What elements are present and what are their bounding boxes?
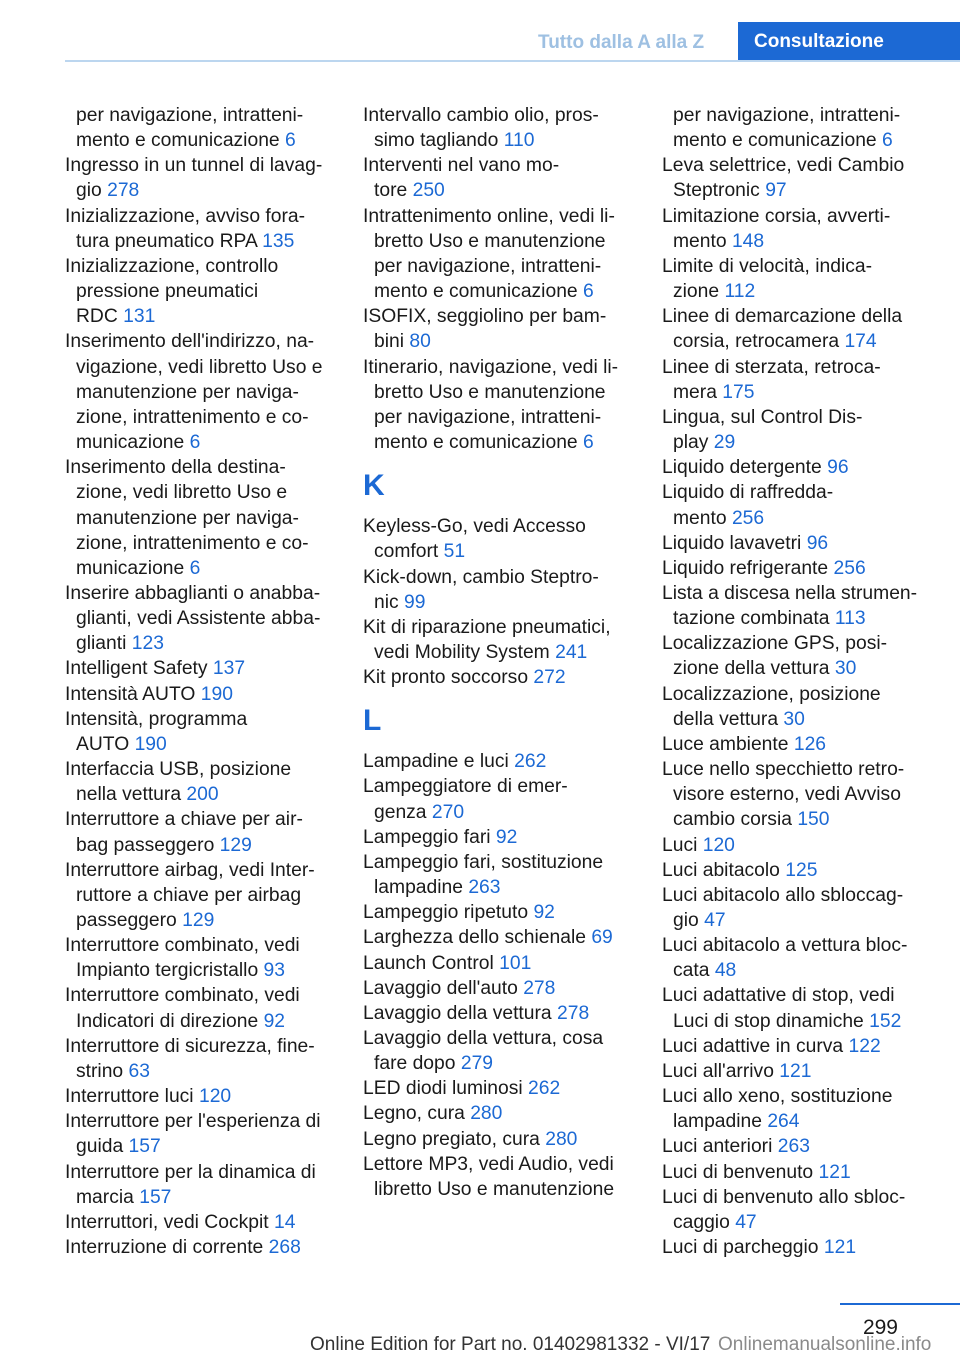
page-reference-link[interactable]: 110: [503, 130, 535, 152]
page-reference-link[interactable]: 121: [818, 1161, 851, 1183]
index-entry-text: Kit pronto soccorso: [363, 667, 529, 689]
index-entry-text: Liquido detergente: [662, 457, 822, 479]
index-entry-text: tura pneumatico RPA: [76, 230, 257, 252]
page-reference-link[interactable]: 262: [514, 751, 547, 773]
index-entry: [363, 514, 648, 564]
index-entry-text: Liquido lavavetri: [662, 532, 802, 554]
index-entry-text: Lettore MP3, vedi Audio, vedi: [363, 1153, 614, 1175]
index-entry-text: mento: [673, 230, 727, 252]
index-entry: [65, 983, 350, 1033]
page-reference-link[interactable]: 6: [882, 130, 893, 152]
chapter-tab: Consultazione: [738, 22, 960, 62]
page-reference-link[interactable]: 264: [767, 1111, 800, 1133]
page-reference-link[interactable]: 190: [134, 733, 167, 755]
page-number: 299: [862, 1316, 898, 1339]
page-reference-link[interactable]: 113: [834, 608, 866, 630]
page-reference-link[interactable]: 126: [793, 733, 827, 755]
index-entry-text: manutenzione per naviga-: [76, 381, 299, 403]
page-reference-link[interactable]: 14: [273, 1211, 296, 1233]
index-entry-text: passeggero: [76, 910, 177, 931]
index-entry-text: municazione: [76, 432, 185, 454]
page-header: [0, 0, 960, 62]
page-reference-link[interactable]: 92: [263, 1010, 286, 1032]
index-entry-text: AUTO: [76, 733, 130, 755]
index-entry-text: Inserimento dell'indirizzo, na-: [65, 331, 315, 353]
page-reference-link[interactable]: 200: [186, 784, 219, 806]
page-reference-link[interactable]: 135: [262, 230, 295, 252]
index-entry-text: Interruttori, vedi Cockpit: [65, 1211, 269, 1233]
page-reference-link[interactable]: 278: [107, 180, 140, 202]
index-entry-text: Lavaggio della vettura: [363, 1002, 552, 1024]
index-entry-text: caggio: [673, 1211, 730, 1233]
footer-rule: [840, 1303, 960, 1305]
index-entry-text: Interruttore luci: [65, 1086, 194, 1108]
index-entry-text: Interruzione di corrente: [65, 1237, 264, 1259]
index-entry: [662, 556, 954, 581]
index-entry: [65, 682, 350, 707]
index-column-2: [363, 103, 648, 1202]
index-entry: [662, 1134, 954, 1159]
page-reference-link[interactable]: 47: [704, 910, 726, 931]
index-entry: [662, 833, 954, 858]
index-entry: [662, 983, 954, 1033]
index-entry: [363, 1076, 648, 1101]
index-entry-text: Ingresso in un tunnel di lavag-: [65, 155, 323, 177]
edition-note: Online Edition for Part no. 01402981332 - VI/17: [310, 1334, 711, 1355]
index-entry: [662, 103, 954, 153]
index-entry-text: Luci adattive in curva: [662, 1035, 844, 1057]
index-entry-text: Launch Control: [363, 952, 494, 974]
index-entry-text: lampadine: [374, 877, 463, 899]
index-entry-text: Lavaggio della vettura, cosa: [363, 1028, 604, 1049]
index-entry: [363, 1127, 648, 1152]
index-entry-text: della vettura: [673, 708, 779, 730]
page-reference-link[interactable]: 121: [823, 1237, 857, 1259]
index-entry: [65, 858, 350, 933]
index-entry-text: Interruttore combinato, vedi: [65, 985, 300, 1007]
index-entry-text: Luci adattative di stop, vedi: [662, 985, 895, 1007]
index-entry-text: Lavaggio dell'auto: [363, 977, 518, 999]
index-entry-text: Localizzazione, posizione: [662, 683, 881, 705]
index-entry: [65, 204, 350, 254]
index-entry-text: bag passeggero: [76, 834, 215, 856]
page-reference-link[interactable]: 63: [128, 1060, 150, 1082]
index-entry: [65, 1084, 350, 1109]
section-title: Tutto dalla A alla Z: [538, 32, 705, 53]
index-entry: [363, 1026, 648, 1076]
index-letter-heading: K: [363, 469, 385, 503]
page-reference-link[interactable]: 150: [797, 809, 830, 831]
index-entry-text: Interruttore combinato, vedi: [65, 935, 300, 957]
page-reference-link[interactable]: 278: [557, 1002, 590, 1024]
index-entry-text: glianti: [76, 633, 127, 655]
index-entry-text: Localizzazione GPS, posi-: [662, 633, 888, 655]
page-reference-link[interactable]: 152: [869, 1010, 902, 1032]
index-entry: [363, 355, 648, 456]
index-column-1: [65, 103, 350, 1260]
index-entry-text: simo tagliando: [374, 130, 499, 152]
index-entry-text: Luci di benvenuto: [662, 1161, 814, 1183]
index-entry: [363, 304, 648, 354]
index-entry-text: zione, intrattenimento e co-: [76, 532, 309, 554]
index-entry: [363, 976, 648, 1001]
index-entry-text: mento e comunicazione: [76, 130, 280, 152]
index-entry: [662, 355, 954, 405]
page-reference-link[interactable]: 270: [431, 801, 465, 823]
index-entry-text: Interruttore di sicurezza, fine-: [65, 1035, 315, 1057]
index-entry: [662, 631, 954, 681]
page-reference-link[interactable]: 6: [189, 432, 201, 454]
page-reference-link[interactable]: 6: [189, 557, 201, 579]
index-entry: [363, 900, 648, 925]
page-reference-link[interactable]: 129: [182, 910, 215, 931]
index-entry-text: Luci di stop dinamiche: [673, 1010, 864, 1032]
page-reference-link[interactable]: 112: [724, 281, 756, 303]
index-entry-text: Luci: [662, 834, 698, 856]
index-entry-text: cata: [673, 960, 710, 982]
index-entry-text: Intensità, programma: [65, 708, 248, 730]
index-entry-text: Impianto tergicristallo: [76, 960, 259, 982]
index-entry-text: mento e comunicazione: [374, 281, 578, 303]
index-entry-text: Steptronic: [673, 180, 760, 202]
index-entry-text: vigazione, vedi libretto Uso e: [76, 356, 323, 378]
index-entry-text: RDC: [76, 306, 118, 328]
index-entry-text: Inizializzazione, avviso fora-: [65, 205, 306, 227]
index-entry-text: Liquido di raffredda-: [662, 482, 834, 504]
index-entry-text: zione, intrattenimento e co-: [76, 406, 309, 428]
index-entry-text: Luci all'arrivo: [662, 1060, 774, 1082]
index-entry: [662, 1034, 954, 1059]
page-reference-link[interactable]: 137: [212, 658, 246, 680]
index-entry: [65, 1034, 350, 1084]
page-reference-link[interactable]: 6: [583, 281, 594, 303]
index-entry-text: Linee di sterzata, retroca-: [662, 356, 881, 378]
index-entry: [363, 1001, 648, 1026]
index-entry-text: LED diodi luminosi: [363, 1078, 523, 1100]
page-reference-link[interactable]: 93: [263, 960, 285, 982]
page-reference-link[interactable]: 29: [713, 432, 736, 454]
index-entry-text: Kick-down, cambio Steptro-: [363, 566, 599, 588]
page-reference-link[interactable]: 6: [285, 130, 296, 152]
page-reference-link[interactable]: 131: [123, 306, 156, 328]
page-reference-link[interactable]: 263: [468, 877, 501, 899]
page-reference-link[interactable]: 263: [777, 1136, 810, 1158]
index-entry: [662, 254, 954, 304]
index-entry: [363, 665, 648, 690]
page-reference-link[interactable]: 148: [731, 230, 765, 252]
index-entry-text: Inserimento della destina-: [65, 457, 286, 479]
watermark: Onlinemanualsonline.info: [718, 1334, 932, 1355]
index-entry-text: Luci di parcheggio: [662, 1237, 819, 1259]
page-reference-link[interactable]: 256: [731, 507, 765, 529]
index-entry-text: Intensità AUTO: [65, 683, 196, 705]
index-entry-text: Linee di demarcazione della: [662, 306, 903, 328]
index-entry-text: Luci abitacolo a vettura bloc-: [662, 935, 908, 957]
index-entry-text: tazione combinata: [673, 608, 830, 630]
index-entry: [662, 682, 954, 732]
index-entry: [363, 825, 648, 850]
index-entry-text: mento e comunicazione: [374, 432, 578, 454]
page-reference-link[interactable]: 47: [735, 1211, 757, 1233]
index-entry-text: Interruttore airbag, vedi Inter-: [65, 859, 315, 881]
index-entry: [662, 883, 954, 933]
index-entry: [65, 1210, 350, 1235]
index-entry: [65, 455, 350, 581]
index-entry-text: Leva selettrice, vedi Cambio: [662, 155, 905, 177]
index-entry-text: Interventi nel vano mo-: [363, 155, 560, 177]
index-entry: [65, 1160, 350, 1210]
index-entry: [662, 204, 954, 254]
index-entry: [662, 858, 954, 883]
index-entry-text: genza: [374, 801, 427, 823]
index-entry: [65, 329, 350, 455]
index-entry-text: zione, vedi libretto Uso e: [76, 482, 288, 504]
index-entry-text: tore: [374, 180, 408, 202]
index-entry-text: Intrattenimento online, vedi li-: [363, 205, 615, 227]
index-entry: [363, 749, 648, 774]
index-entry-text: Legno, cura: [363, 1103, 465, 1125]
index-entry-text: Interfaccia USB, posizione: [65, 759, 292, 781]
page-reference-link[interactable]: 278: [523, 977, 556, 999]
index-entry-text: cambio corsia: [673, 809, 792, 831]
index-entry-text: nella vettura: [76, 784, 182, 806]
index-entry: [662, 732, 954, 757]
page-reference-link[interactable]: 96: [806, 532, 829, 554]
page-reference-link[interactable]: 120: [702, 834, 735, 856]
index-entry-text: bini: [374, 331, 405, 353]
index-entry: [662, 757, 954, 832]
index-entry-text: strino: [76, 1060, 124, 1082]
index-entry-text: Luci anteriori: [662, 1136, 773, 1158]
page-reference-link[interactable]: 30: [783, 708, 805, 730]
index-entry-text: per navigazione, intratteni-: [76, 105, 304, 126]
index-entry-text: Lingua, sul Control Dis-: [662, 406, 863, 428]
index-entry: [363, 615, 648, 665]
index-entry-text: bretto Uso e manutenzione: [374, 230, 606, 252]
page-reference-link[interactable]: 280: [545, 1128, 578, 1150]
page-reference-link[interactable]: 80: [409, 331, 431, 353]
index-entry-text: Lampeggio ripetuto: [363, 902, 529, 924]
page-reference-link[interactable]: 6: [583, 432, 594, 454]
index-entry-text: Luci allo xeno, sostituzione: [662, 1086, 893, 1108]
index-entry: [363, 204, 648, 305]
index-entry-text: lampadine: [673, 1111, 762, 1133]
index-entry-text: Interruttore a chiave per air-: [65, 809, 303, 831]
index-entry-text: gio: [673, 910, 699, 931]
index-entry-text: Luci di benvenuto allo sbloc-: [662, 1186, 906, 1208]
page-reference-link[interactable]: 241: [555, 641, 588, 663]
index-entry-text: comfort: [374, 541, 439, 563]
index-entry-text: bretto Uso e manutenzione: [374, 381, 606, 403]
index-entry-text: vedi Mobility System: [374, 641, 550, 663]
index-entry: [65, 757, 350, 807]
index-entry-text: zione della vettura: [673, 658, 830, 680]
page-reference-link[interactable]: 272: [533, 667, 566, 689]
index-entry: [662, 581, 954, 631]
index-entry-text: Itinerario, navigazione, vedi li-: [363, 356, 619, 378]
page-reference-link[interactable]: 48: [714, 960, 737, 982]
page-reference-link[interactable]: 96: [827, 457, 849, 479]
page-reference-link[interactable]: 175: [722, 381, 755, 403]
index-entry-text: Lampeggio fari, sostituzione: [363, 851, 604, 873]
index-entry-text: Inserire abbaglianti o anabba-: [65, 582, 321, 604]
page-reference-link[interactable]: 190: [200, 683, 233, 705]
index-entry: [65, 103, 350, 153]
page-reference-link[interactable]: 123: [131, 633, 164, 655]
index-entry-text: Lampeggio fari: [363, 826, 491, 848]
index-entry-text: per navigazione, intratteni-: [374, 255, 602, 277]
index-entry-text: ruttore a chiave per airbag: [76, 884, 302, 906]
page-reference-link[interactable]: 157: [139, 1186, 172, 1208]
index-entry: [662, 1185, 954, 1235]
index-entry-text: libretto Uso e manutenzione: [374, 1178, 615, 1200]
page-reference-link[interactable]: 279: [460, 1053, 494, 1075]
index-entry-text: Kit di riparazione pneumatici,: [363, 616, 611, 638]
index-entry: [65, 707, 350, 757]
index-entry: [662, 1160, 954, 1185]
index-entry: [65, 254, 350, 329]
index-entry: [662, 455, 954, 480]
index-entry: [662, 153, 954, 203]
index-entry: [65, 656, 350, 681]
page-reference-link[interactable]: 69: [591, 927, 613, 949]
index-entry: [363, 951, 648, 976]
index-entry: [363, 153, 648, 203]
index-entry-text: visore esterno, vedi Avviso: [673, 784, 901, 806]
index-entry-text: municazione: [76, 557, 185, 579]
index-entry: [662, 531, 954, 556]
index-entry-text: Luce ambiente: [662, 733, 789, 755]
index-entry: [662, 1059, 954, 1084]
page-reference-link[interactable]: 256: [833, 557, 866, 579]
index-entry: [662, 405, 954, 455]
index-entry-text: Lampadine e luci: [363, 751, 509, 773]
page-reference-link[interactable]: 121: [779, 1060, 812, 1082]
index-entry-text: fare dopo: [374, 1053, 456, 1075]
index-entry: [363, 1101, 648, 1126]
page-reference-link[interactable]: 99: [404, 591, 426, 613]
index-entry-text: mera: [673, 381, 717, 403]
index-entry-text: Limitazione corsia, avverti-: [662, 205, 891, 227]
index-entry-text: nic: [374, 591, 399, 613]
index-entry-text: guida: [76, 1136, 124, 1158]
index-entry-text: mento e comunicazione: [673, 130, 877, 152]
index-entry-text: zione: [673, 281, 720, 303]
index-entry-text: Luci abitacolo: [662, 859, 780, 881]
index-entry-text: pressione pneumatici: [76, 281, 259, 303]
index-entry: [662, 480, 954, 530]
index-entry: [363, 925, 648, 950]
index-entry-text: per navigazione, intratteni-: [374, 406, 602, 428]
index-entry-text: Limite di velocità, indica-: [662, 255, 873, 277]
index-entry-text: gio: [76, 180, 102, 202]
index-entry-text: Larghezza dello schienale: [363, 927, 586, 949]
page-reference-link[interactable]: 92: [495, 826, 518, 848]
index-entry-text: Legno pregiato, cura: [363, 1128, 540, 1150]
page-reference-link[interactable]: 92: [533, 902, 555, 924]
index-entry: [65, 1109, 350, 1159]
index-entry: [65, 581, 350, 656]
index-entry-text: Intelligent Safety: [65, 658, 208, 680]
index-entry-text: mento: [673, 507, 727, 529]
index-entry-text: play: [673, 432, 709, 454]
index-entry-text: Lampeggiatore di emer-: [363, 776, 568, 798]
index-entry-text: Indicatori di direzione: [76, 1010, 259, 1032]
page-reference-link[interactable]: 280: [470, 1103, 503, 1125]
index-entry-text: per navigazione, intratteni-: [673, 105, 901, 126]
page-reference-link[interactable]: 125: [785, 859, 818, 881]
index-entry: [363, 850, 648, 900]
index-entry: [363, 1152, 648, 1202]
index-entry: [65, 807, 350, 857]
page-reference-link[interactable]: 101: [499, 952, 532, 974]
page-reference-link[interactable]: 51: [443, 541, 466, 563]
index-entry: [662, 1084, 954, 1134]
index-entry-text: Intervallo cambio olio, pros-: [363, 105, 599, 126]
index-entry-text: manutenzione per naviga-: [76, 507, 299, 529]
index-entry-text: glianti, vedi Assistente abba-: [76, 608, 321, 630]
header-rule: [65, 60, 960, 62]
index-entry: [662, 304, 954, 354]
page-reference-link[interactable]: 120: [198, 1086, 232, 1108]
index-entry-text: corsia, retrocamera: [673, 331, 840, 353]
index-entry-text: Liquido refrigerante: [662, 557, 829, 579]
index-column-3: [662, 103, 954, 1260]
page-reference-link[interactable]: 174: [844, 331, 877, 353]
index-entry: [363, 774, 648, 824]
index-entry-text: Interruttore per la dinamica di: [65, 1161, 316, 1183]
page-reference-link[interactable]: 30: [834, 658, 857, 680]
index-entry-text: Luci abitacolo allo sbloccag-: [662, 884, 904, 906]
index-entry-text: Keyless-Go, vedi Accesso: [363, 516, 586, 538]
index-entry: [662, 933, 954, 983]
page-reference-link[interactable]: 122: [848, 1035, 881, 1057]
index-entry-text: Lista a discesa nella strumen-: [662, 582, 918, 604]
index-entry: [65, 1235, 350, 1260]
page-reference-link[interactable]: 262: [528, 1078, 561, 1100]
index-letter-heading: L: [363, 704, 382, 738]
index-entry: [363, 565, 648, 615]
index-entry-text: Luce nello specchietto retro-: [662, 759, 905, 781]
index-entry-text: ISOFIX, seggiolino per bam-: [363, 306, 607, 328]
page-reference-link[interactable]: 129: [219, 834, 252, 856]
page-reference-link[interactable]: 157: [128, 1136, 161, 1158]
page-reference-link[interactable]: 97: [765, 180, 787, 202]
page-reference-link[interactable]: 250: [412, 180, 445, 202]
index-entry: [363, 103, 648, 153]
index-entry: [65, 153, 350, 203]
index-entry: [65, 933, 350, 983]
index-entry-text: Interruttore per l'esperienza di: [65, 1111, 321, 1133]
index-entry: [662, 1235, 954, 1260]
index-entry-text: Inizializzazione, controllo: [65, 255, 279, 277]
page-reference-link[interactable]: 268: [268, 1237, 301, 1259]
index-entry-text: marcia: [76, 1186, 134, 1208]
